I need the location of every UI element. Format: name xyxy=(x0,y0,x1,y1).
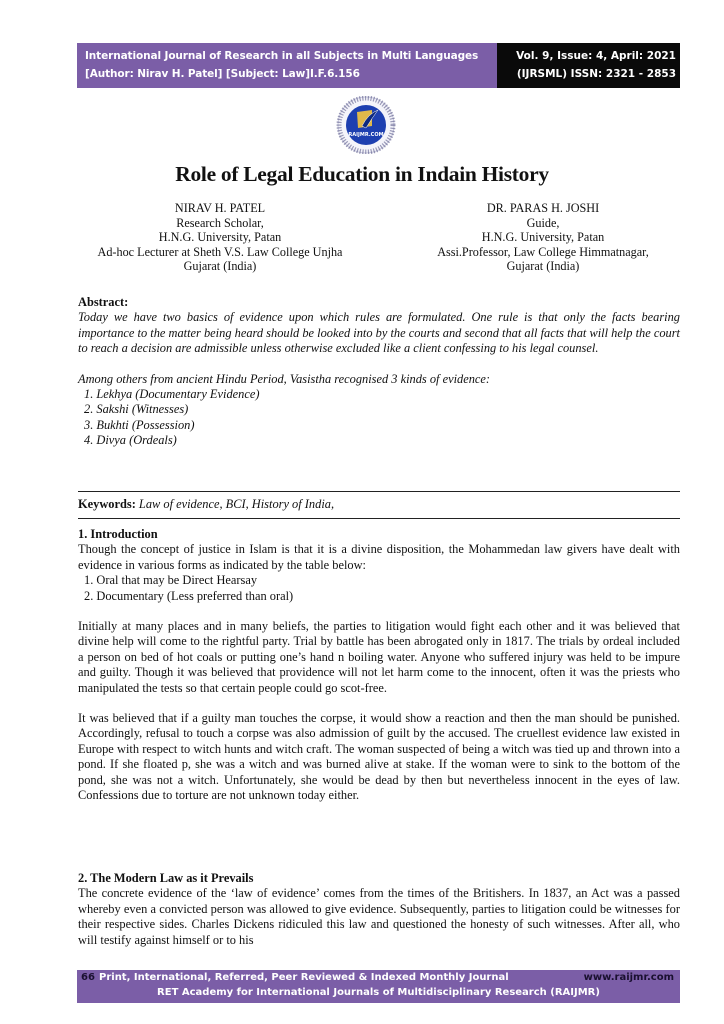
footer-publisher: RET Academy for International Journals of Multidisciplinary Research (RAIJMR) xyxy=(157,987,600,998)
keywords-text: Law of evidence, BCI, History of India, xyxy=(135,497,335,511)
list-item: 1. Lekhya (Documentary Evidence) xyxy=(84,387,260,402)
list-item: 1. Oral that may be Direct Hearsay xyxy=(84,573,258,588)
journal-header-right xyxy=(497,43,680,88)
section-heading: 2. The Modern Law as it Prevails xyxy=(78,871,254,885)
evidence-kinds-list xyxy=(78,387,680,449)
abstract-section xyxy=(78,295,680,449)
keywords-label: Keywords: xyxy=(78,497,136,511)
page-number: 66 xyxy=(81,972,95,983)
logo-label: RAIJMR.COM xyxy=(348,132,384,138)
abstract-text: Today we have two basics of evidence upon which rules are formulated. One rule is that only the facts bearing importance to the matter being heard should be looked into by the courts and second that all facts that will help the court to reach a decision are admissible unless otherwise excluded like a client confessing to his legal counsel. xyxy=(78,310,680,356)
author-1-line: Gujarat (India) xyxy=(183,259,257,274)
author-2 xyxy=(398,201,688,274)
evidence-forms-list xyxy=(78,573,680,604)
list-item: 3. Bukhti (Possession) xyxy=(84,417,195,432)
abstract-intro: Among others from ancient Hindu Period, Vasistha recognised 3 kinds of evidence: xyxy=(78,371,491,386)
journal-seal-icon xyxy=(336,96,396,154)
author-2-name: DR. PARAS H. JOSHI xyxy=(486,201,600,215)
issn: (IJRSML) ISSN: 2321 - 2853 xyxy=(516,68,676,80)
author-2-line: Guide, xyxy=(526,215,560,230)
section-introduction xyxy=(78,527,680,804)
paper-title: Role of Legal Education in Indain History xyxy=(175,162,549,186)
paragraph: Initially at many places and in many beliefs, the parties to litigation would fight each other and it was believed that divine help will come to the rightful party. Trial by battle has been abrogated only in 1817. The trials by ordeal included a person on bed of hot coals or putting one’s hand n boiling water. Anyone who suffered injury was held to be impure and guilty. Though it was believed that providence will not let harm come to the innocent, often it was the priests who manipulated the tests so that certain people could go scot-free. xyxy=(78,619,680,695)
author-2-line: Gujarat (India) xyxy=(506,259,580,274)
list-item: 4. Divya (Ordeals) xyxy=(84,433,177,448)
paragraph: Though the concept of justice in Islam is that it is a divine disposition, the Mohammedan law givers have dealt with evidence in various forms as indicated by the table below: xyxy=(78,542,680,572)
author-subject-line: [Author: Nirav H. Patel] [Subject: Law]I.F.6.156 xyxy=(85,68,360,80)
author-1-name: NIRAV H. PATEL xyxy=(174,201,266,215)
volume-issue: Vol. 9, Issue: 4, April: 2021 xyxy=(516,50,676,62)
divider xyxy=(78,491,680,492)
list-item: 2. Sakshi (Witnesses) xyxy=(84,402,189,417)
section-modern-law xyxy=(78,871,680,948)
author-2-line: H.N.G. University, Patan xyxy=(481,230,605,245)
author-1-line: H.N.G. University, Patan xyxy=(158,230,282,245)
journal-footer-band xyxy=(77,970,680,1003)
author-1-line: Ad-hoc Lecturer at Sheth V.S. Law College Unjha xyxy=(97,244,343,259)
list-item: 2. Documentary (Less preferred than oral) xyxy=(84,588,294,603)
journal-header-left xyxy=(85,47,478,83)
keywords xyxy=(78,497,680,512)
journal-url-link[interactable]: www.raijmr.com xyxy=(583,972,674,983)
author-1-line: Research Scholar, xyxy=(176,215,264,230)
journal-header-band xyxy=(77,43,680,88)
divider xyxy=(78,518,680,519)
author-1 xyxy=(70,201,370,274)
abstract-heading: Abstract: xyxy=(78,295,129,309)
section-heading: 1. Introduction xyxy=(78,527,158,541)
author-2-line: Assi.Professor, Law College Himmatnagar, xyxy=(437,244,649,259)
footer-description: Print, International, Referred, Peer Reviewed & Indexed Monthly Journal xyxy=(99,972,509,983)
paragraph: The concrete evidence of the ‘law of evidence’ comes from the times of the Britishers. In 1837, an Act was a passed whereby even a convicted person was allowed to give evidence. Subsequently, parties to litigation could be witnesses for their respective sides. Charles Dickens ridiculed this law and questioned the honesty of such witnesses. After all, who will testify against himself or to his xyxy=(78,886,680,947)
paragraph: It was believed that if a guilty man touches the corpse, it would show a reaction and then the man should be punished. Accordingly, refusal to touch a corpse was also admission of guilt by the accused. The cruellest evidence law existed in Europe with respect to witch hunts and witch craft. The woman suspected of being a witch was tied up and thrown into a pond. If she floated p, she was a witch and was burned alive at stake. If the woman were to sink to the bottom of the pond, she was not a witch. Unfortunately, she would be dead by then but nevertheless innocent in the eyes of law. Confessions due to torture are not unknown today either. xyxy=(78,711,680,803)
journal-name: International Journal of Research in all Subjects in Multi Languages xyxy=(85,50,479,62)
